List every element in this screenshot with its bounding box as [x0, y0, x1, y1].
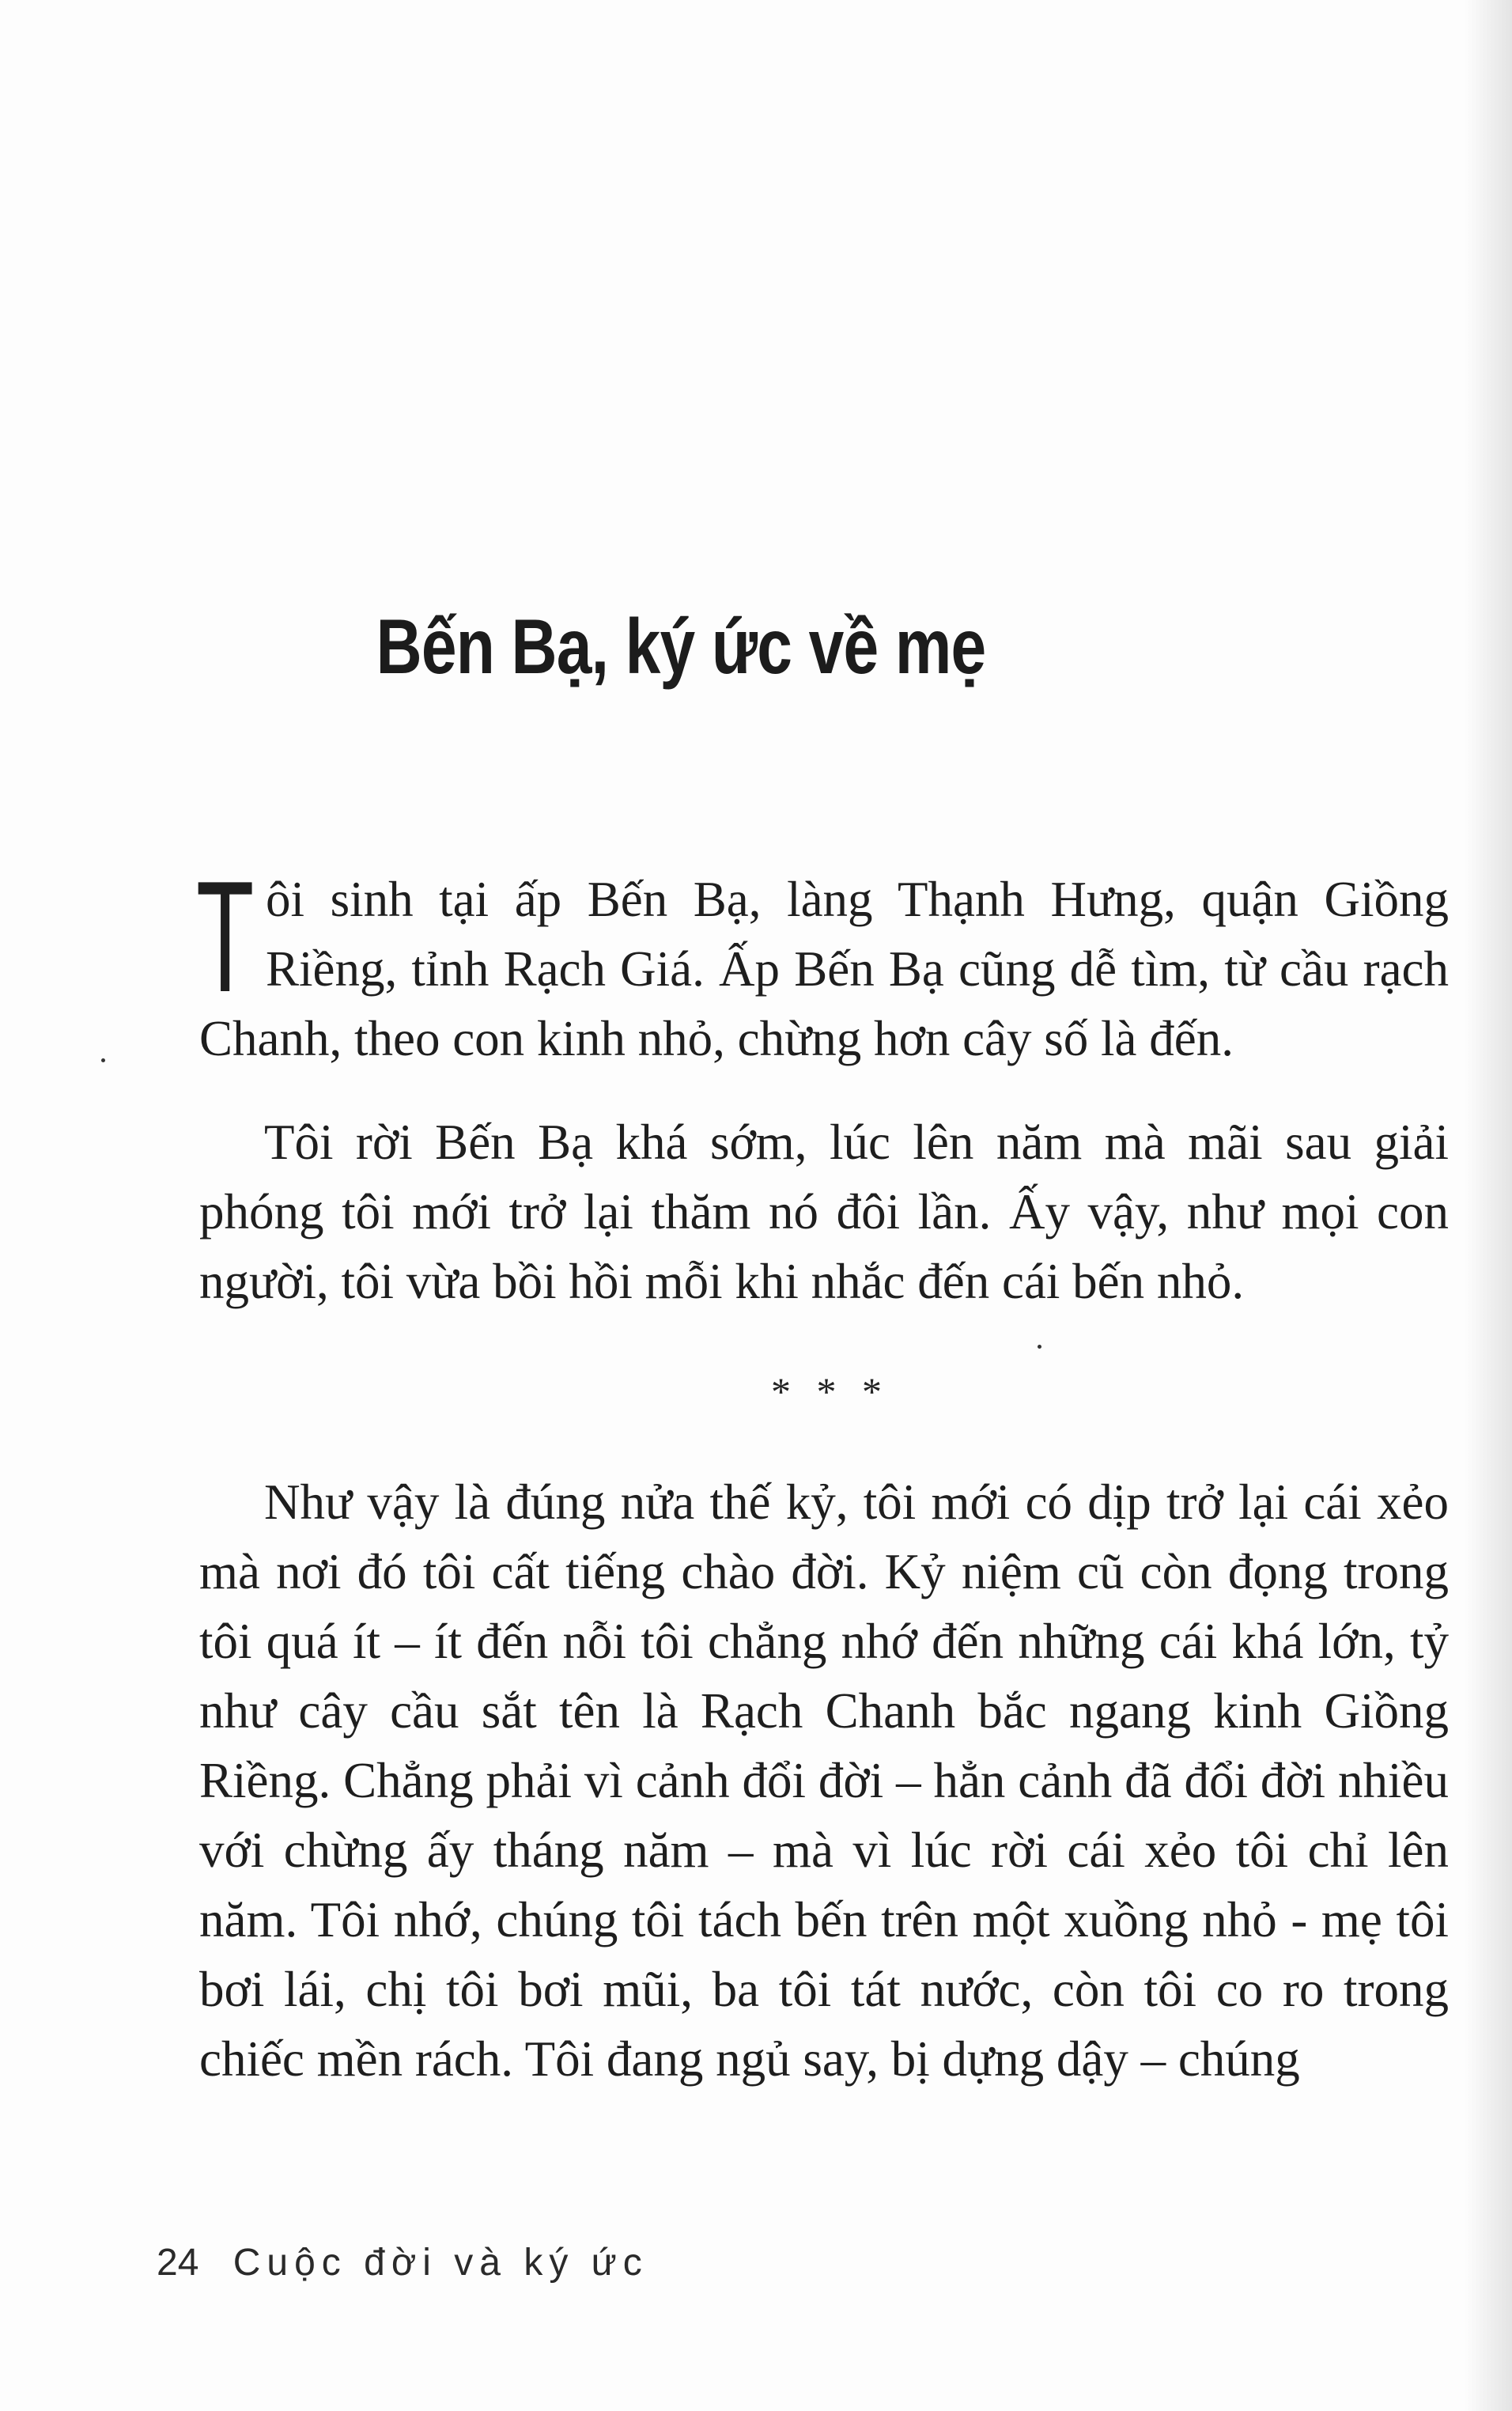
drop-cap-letter: T	[196, 849, 255, 1025]
page-number: 24	[157, 2242, 199, 2284]
section-separator: * * *	[771, 1369, 890, 1414]
paragraph-1	[196, 849, 1449, 1073]
page-footer	[157, 2241, 648, 2284]
paragraph-2: Tôi rời Bến Bạ khá sớm, lúc lên năm mà mãi sau giải phóng tôi mới trở lại thăm nó đôi lần. Ấy vậy, như mọi con người, tôi vừa bồi hồi mỗi khi nhắc đến cái bến nhỏ.	[199, 1115, 1449, 1309]
print-speck	[101, 1058, 105, 1062]
paragraph-3: Như vậy là đúng nửa thế kỷ, tôi mới có dịp trở lại cái xẻo mà nơi đó tôi cất tiếng chào đời. Kỷ niệm cũ còn đọng trong tôi quá ít – ít đến nỗi tôi chẳng nhớ đến những cái khá lớn, tỷ như cây cầu sắt tên là Rạch Chanh bắc ngang kinh Giồng Riềng. Chẳng phải vì cảnh đổi đời – hẳn cảnh đã đổi đời nhiều với chừng ấy tháng năm – mà vì lúc rời cái xẻo tôi chỉ lên năm. Tôi nhớ, chúng tôi tách bến trên một xuồng nhỏ - mẹ tôi bơi lái, chị tôi bơi mũi, ba tôi tát nước, còn tôi co ro trong chiếc mền rách. Tôi đang ngủ say, bị dựng dậy – chúng	[199, 1474, 1449, 2087]
paragraph-1-text: ôi sinh tại ấp Bến Bạ, làng Thạnh Hưng, quận Giồng Riềng, tỉnh Rạch Giá. Ấp Bến Bạ cũng dễ tìm, từ cầu rạch Chanh, theo con kinh nhỏ, chừng hơn cây số là đến.	[199, 872, 1449, 1066]
page-edge-shadow	[1465, 0, 1512, 2411]
running-title: Cuộc đời và ký ức	[232, 2242, 648, 2284]
print-speck	[1038, 1345, 1041, 1349]
chapter-title: Bến Bạ, ký ức về mẹ	[376, 602, 986, 690]
